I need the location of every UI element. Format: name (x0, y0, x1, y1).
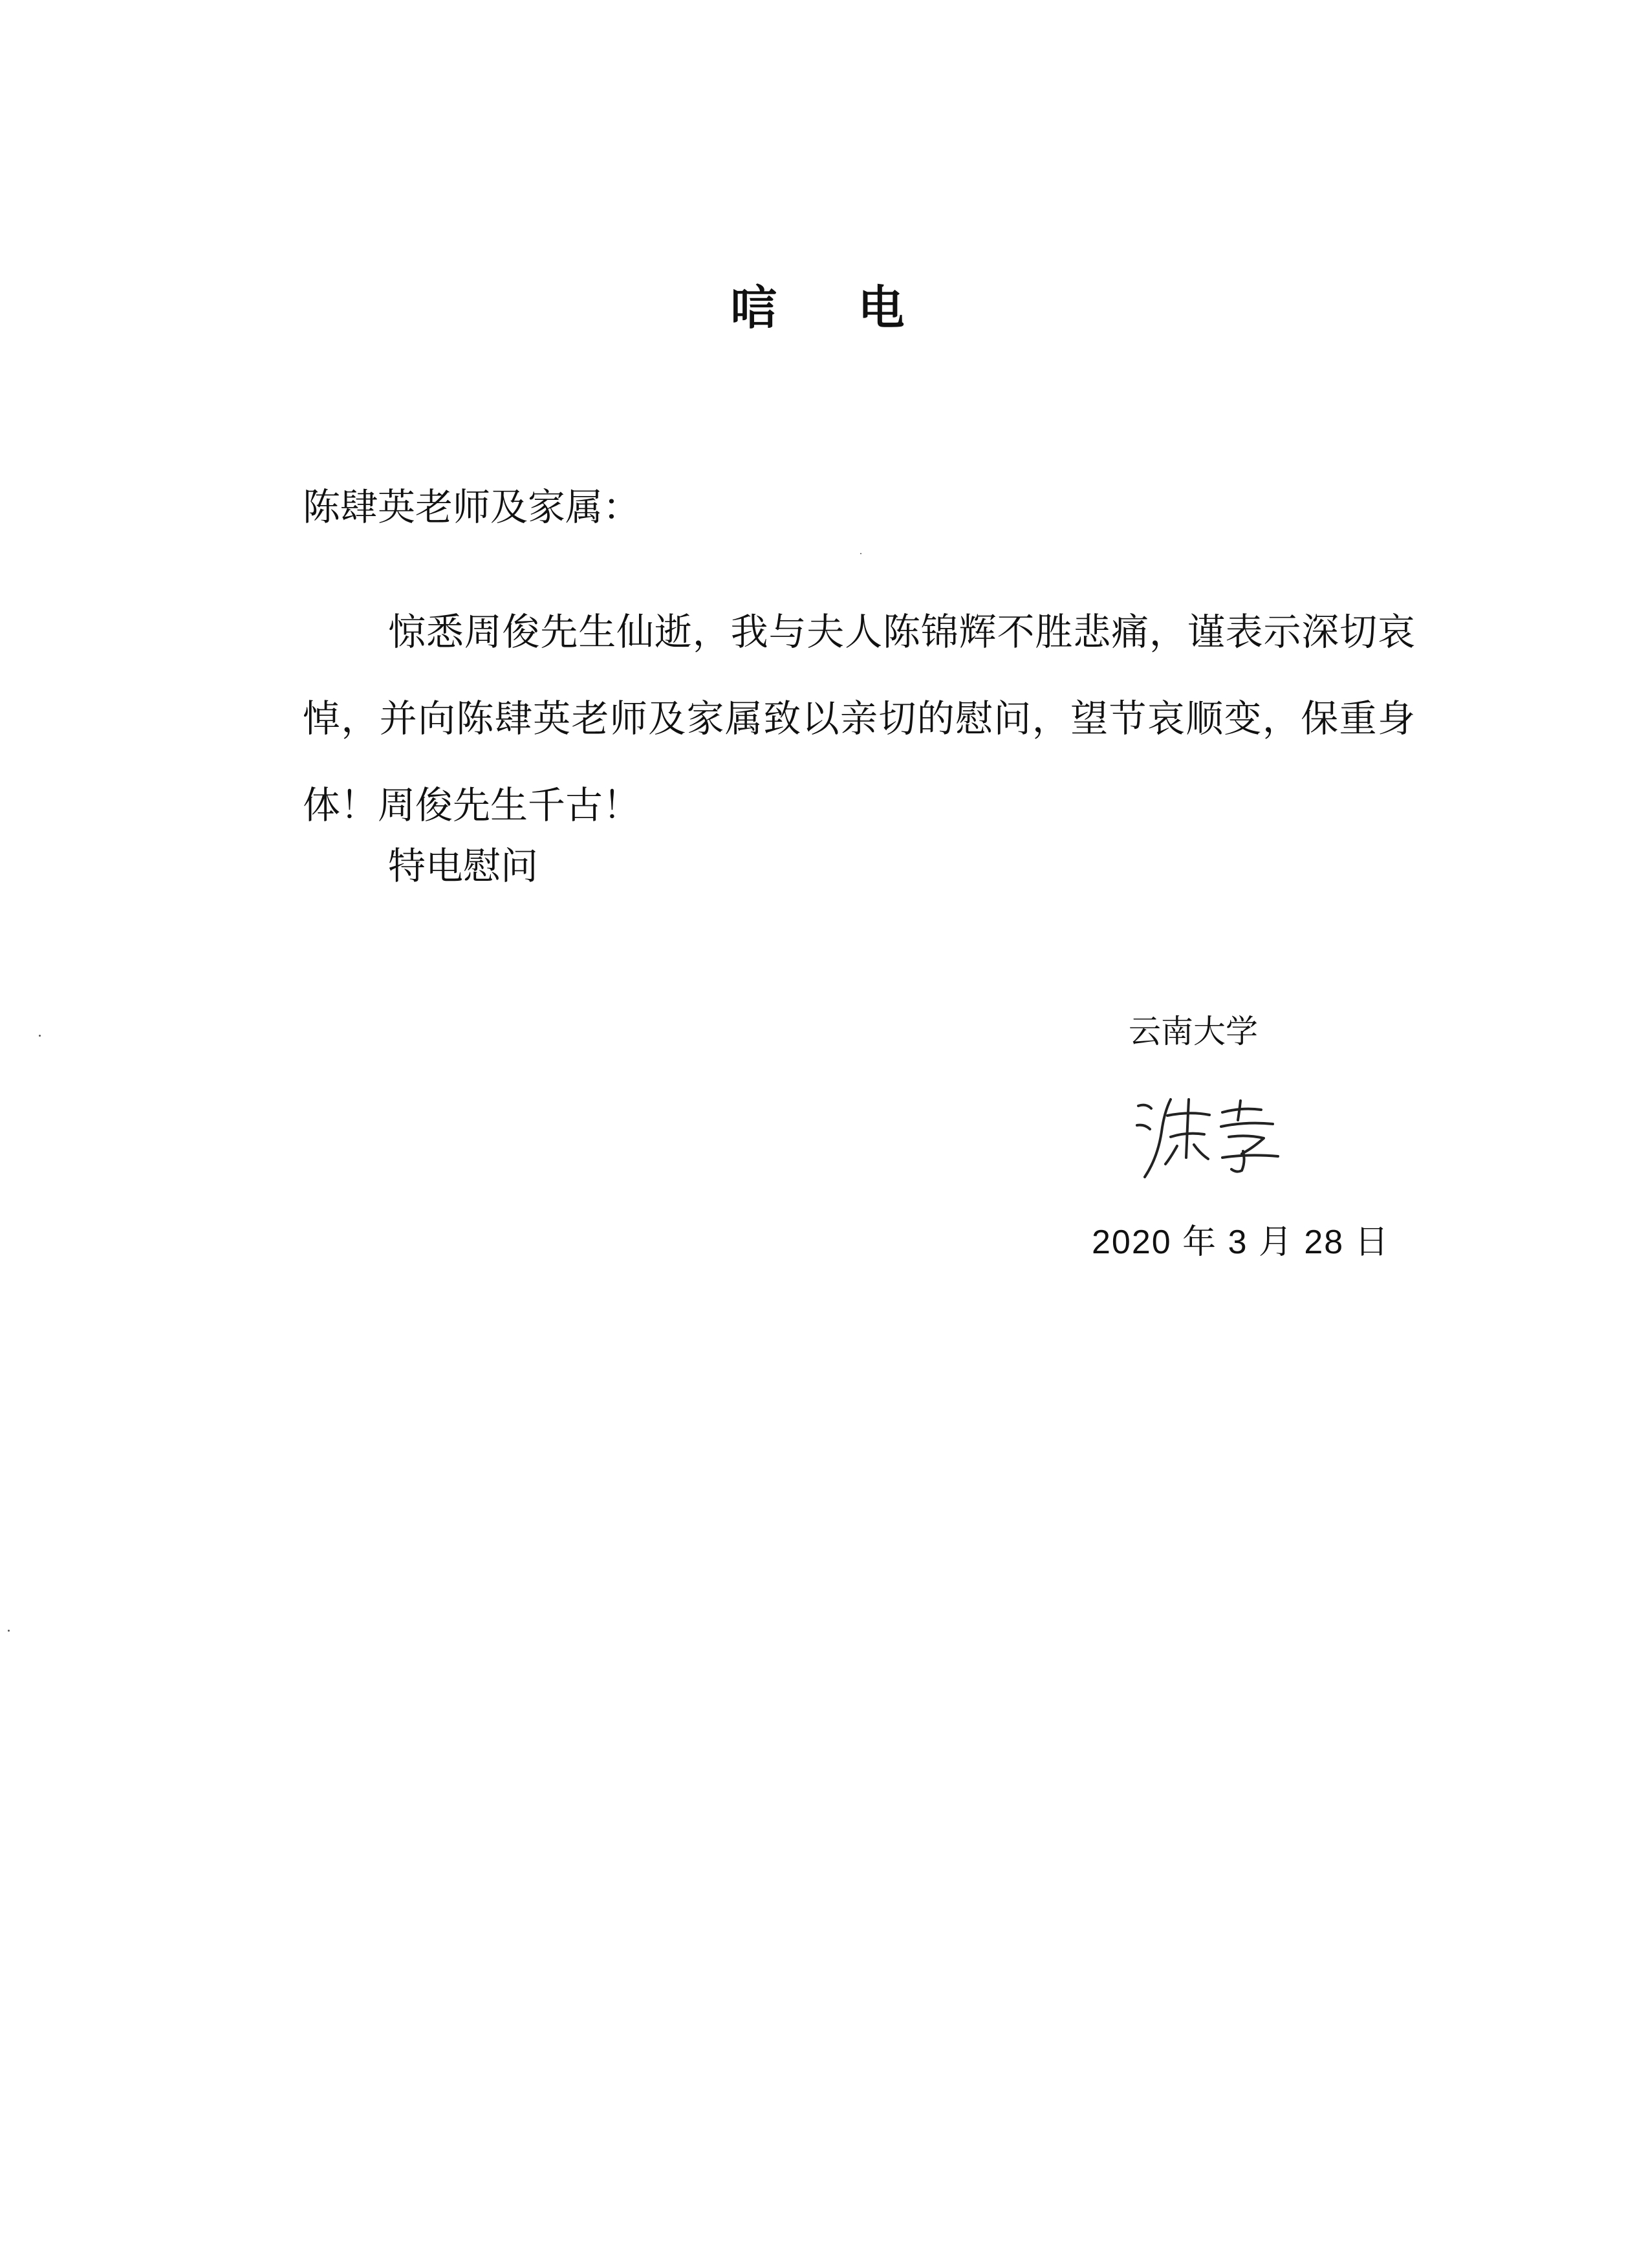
letter-body: 惊悉周俊先生仙逝，我与夫人陈锦辉不胜悲痛，谨表示深切哀悼，并向陈肆英老师及家属致以亲切的慰问，望节哀顺变，保重身体！周俊先生千古！ (303, 610, 1415, 827)
sender-organization: 云南大学 (1129, 1013, 1258, 1050)
scan-speck (860, 553, 861, 554)
letter-date: 2020 年 3 月 28 日 (1092, 1224, 1390, 1261)
salutation: 陈肆英老师及家属： (303, 485, 641, 529)
letter-title: 唁 电 (730, 281, 937, 335)
handwritten-signature (1132, 1086, 1287, 1183)
closing-line: 特电慰问 (388, 844, 539, 888)
scan-speck (8, 1630, 10, 1632)
scan-speck (39, 1035, 41, 1037)
